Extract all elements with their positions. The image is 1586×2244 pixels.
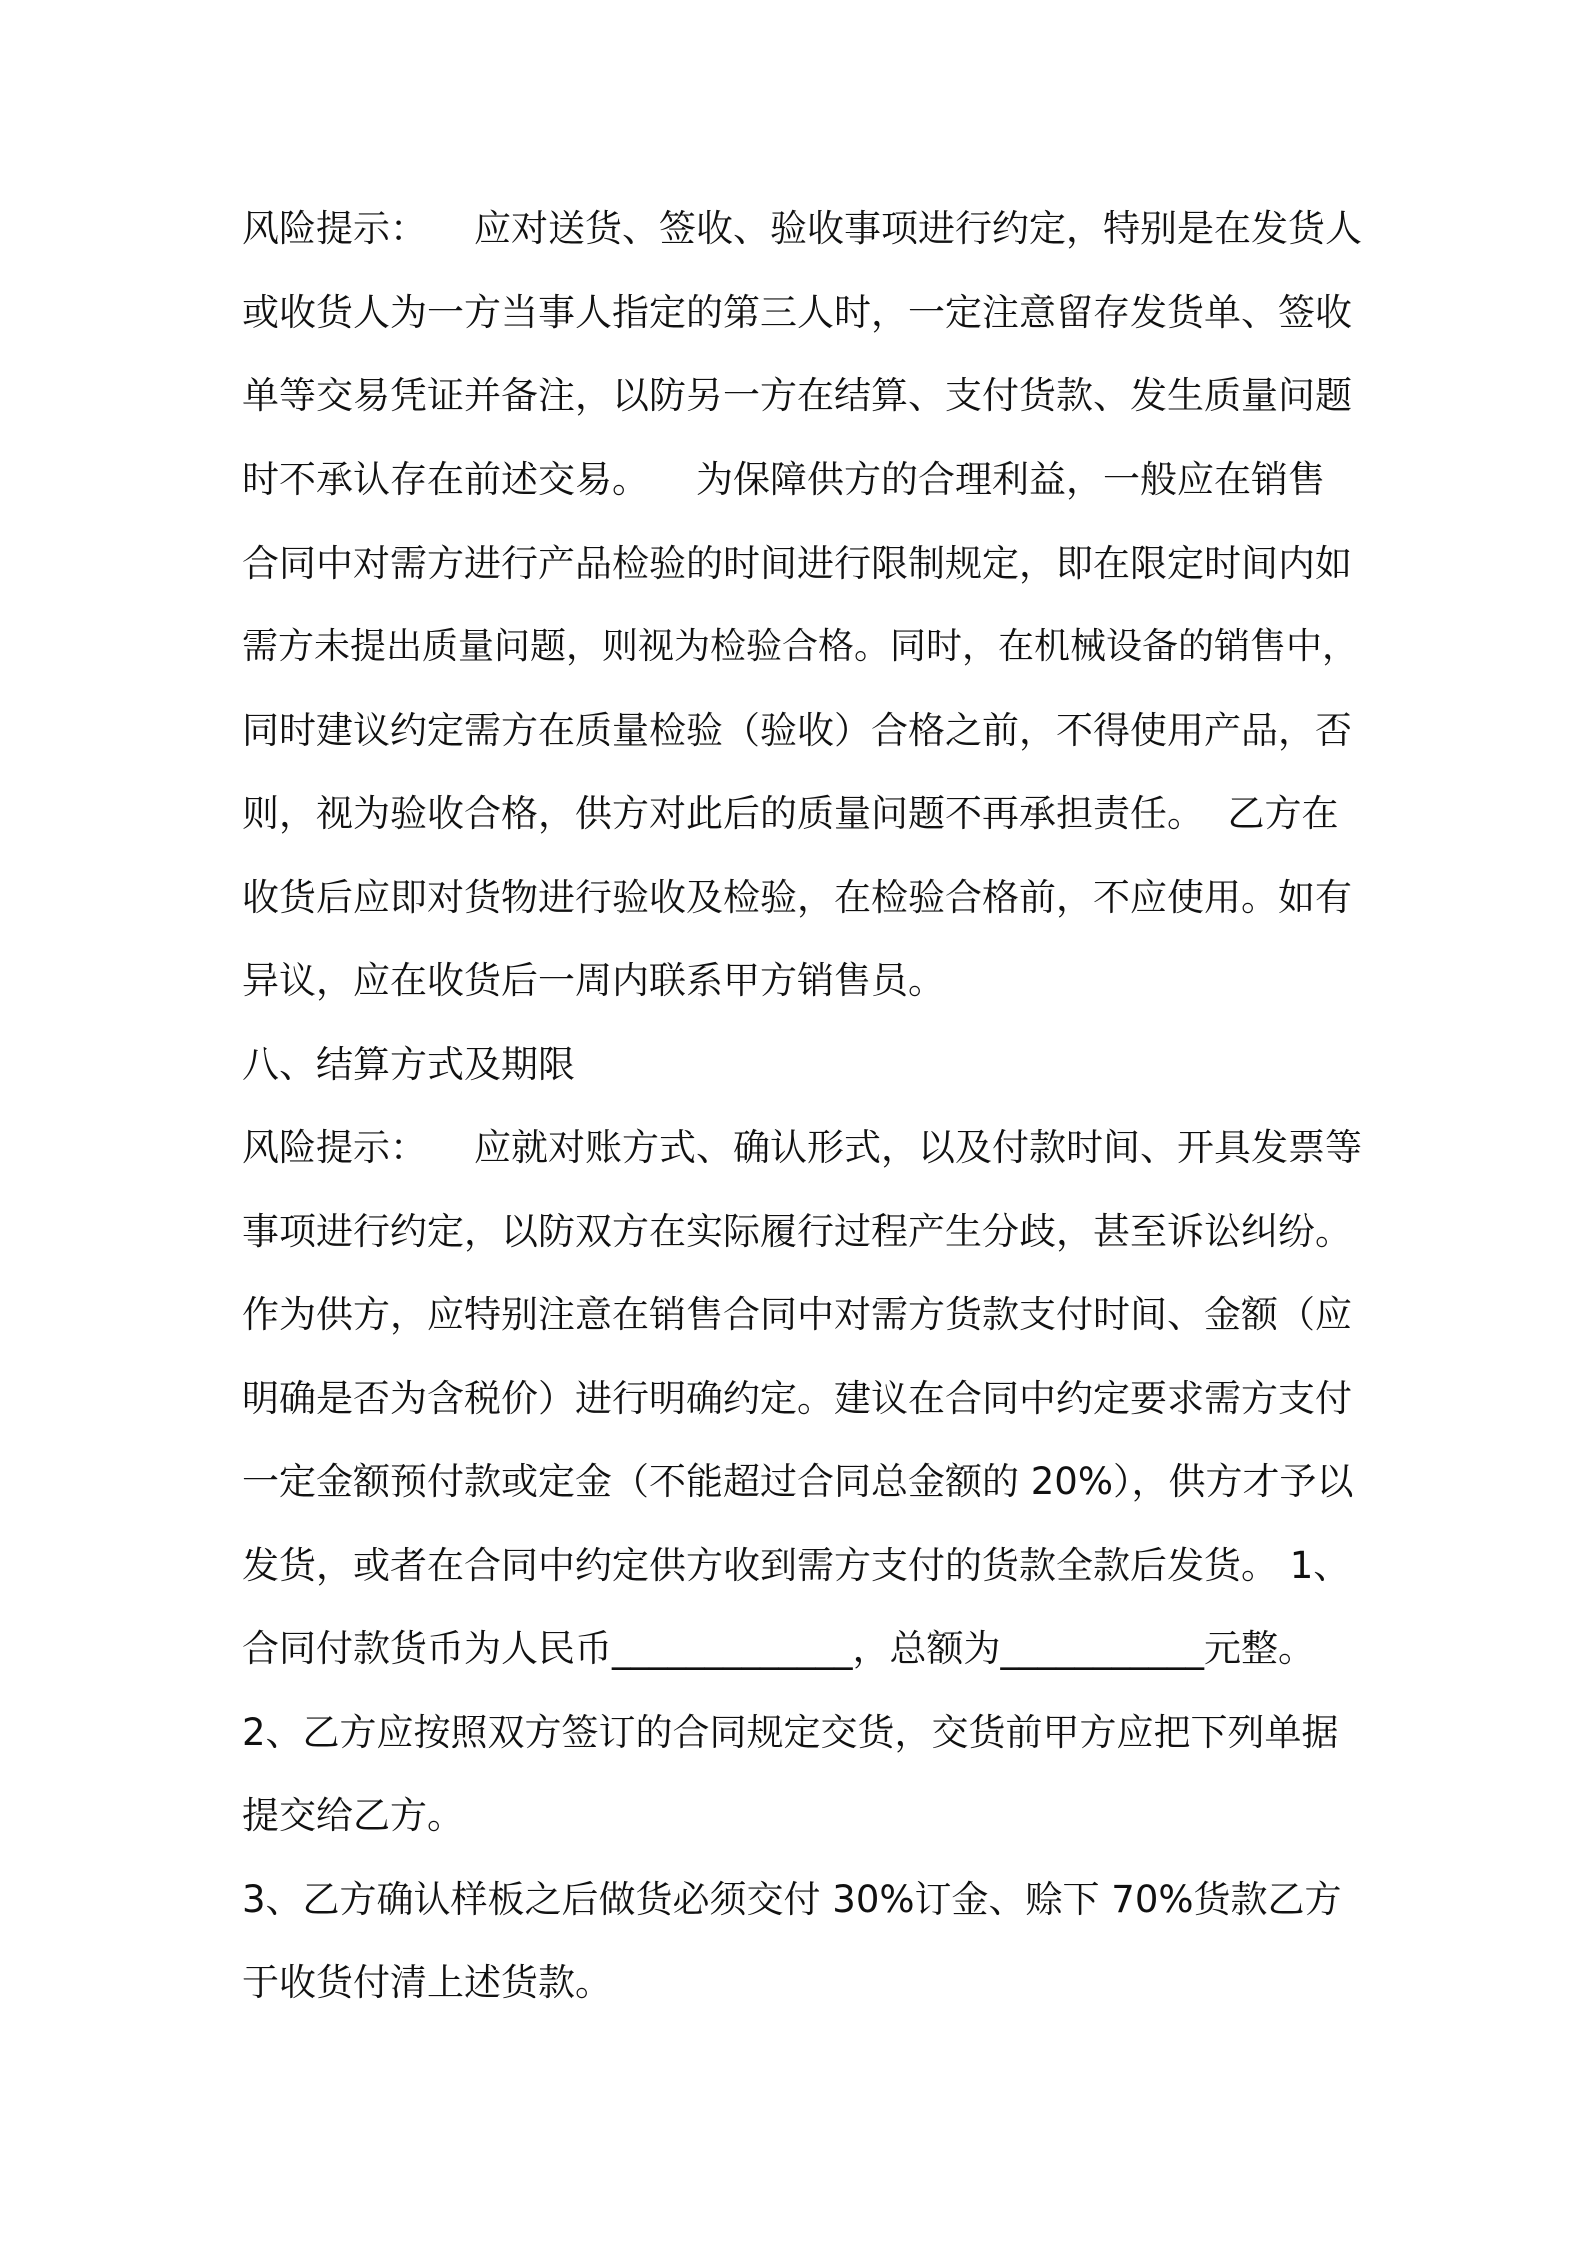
text-line: 风险提示： 应对送货、签收、验收事项进行约定，特别是在发货人 — [242, 207, 1363, 250]
text-line: 单等交易凭证并备注，以防另一方在结算、支付货款、发生质量问题 — [242, 374, 1352, 417]
text-line: 明确是否为含税价）进行明确约定。建议在合同中约定要求需方支付 — [242, 1377, 1352, 1420]
text-line: 合同付款货币为人民币_____________，总额为___________元整。 — [242, 1627, 1315, 1670]
text-line: 则，视为验收合格，供方对此后的质量问题不再承担责任。 乙方在 — [242, 792, 1339, 835]
text-line: 2、乙方应按照双方签订的合同规定交货，交货前甲方应把下列单据 — [242, 1711, 1339, 1754]
text-line: 或收货人为一方当事人指定的第三人时，一定注意留存发货单、签收 — [242, 291, 1352, 334]
text-line: 提交给乙方。 — [242, 1794, 464, 1837]
text-line: 时不承认存在前述交易。 为保障供方的合理利益，一般应在销售 — [242, 458, 1326, 501]
text-line: 事项进行约定，以防双方在实际履行过程产生分歧，甚至诉讼纠纷。 — [242, 1210, 1352, 1253]
text-line: 于收货付清上述货款。 — [242, 1961, 612, 2004]
text-line: 风险提示： 应就对账方式、确认形式，以及付款时间、开具发票等 — [242, 1126, 1363, 1169]
section-heading: 八、结算方式及期限 — [242, 1043, 575, 1086]
text-line: 异议，应在收货后一周内联系甲方销售员。 — [242, 959, 945, 1002]
text-line: 需方未提出质量问题，则视为检验合格。同时，在机械设备的销售中， — [242, 626, 1359, 667]
text-line: 3、乙方确认样板之后做货必须交付 30%订金、赊下 70%货款乙方 — [242, 1878, 1342, 1921]
text-line: 收货后应即对货物进行验收及检验，在检验合格前，不应使用。如有 — [242, 876, 1352, 919]
text-line: 同时建议约定需方在质量检验（验收）合格之前，不得使用产品，否 — [242, 709, 1352, 752]
text-line: 合同中对需方进行产品检验的时间进行限制规定，即在限定时间内如 — [242, 542, 1352, 585]
text-line: 一定金额预付款或定金（不能超过合同总金额的 20%），供方才予以 — [242, 1460, 1354, 1503]
text-line: 发货，或者在合同中约定供方收到需方支付的货款全款后发货。 1、 — [242, 1544, 1351, 1587]
text-line: 作为供方，应特别注意在销售合同中对需方货款支付时间、金额（应 — [242, 1293, 1352, 1336]
